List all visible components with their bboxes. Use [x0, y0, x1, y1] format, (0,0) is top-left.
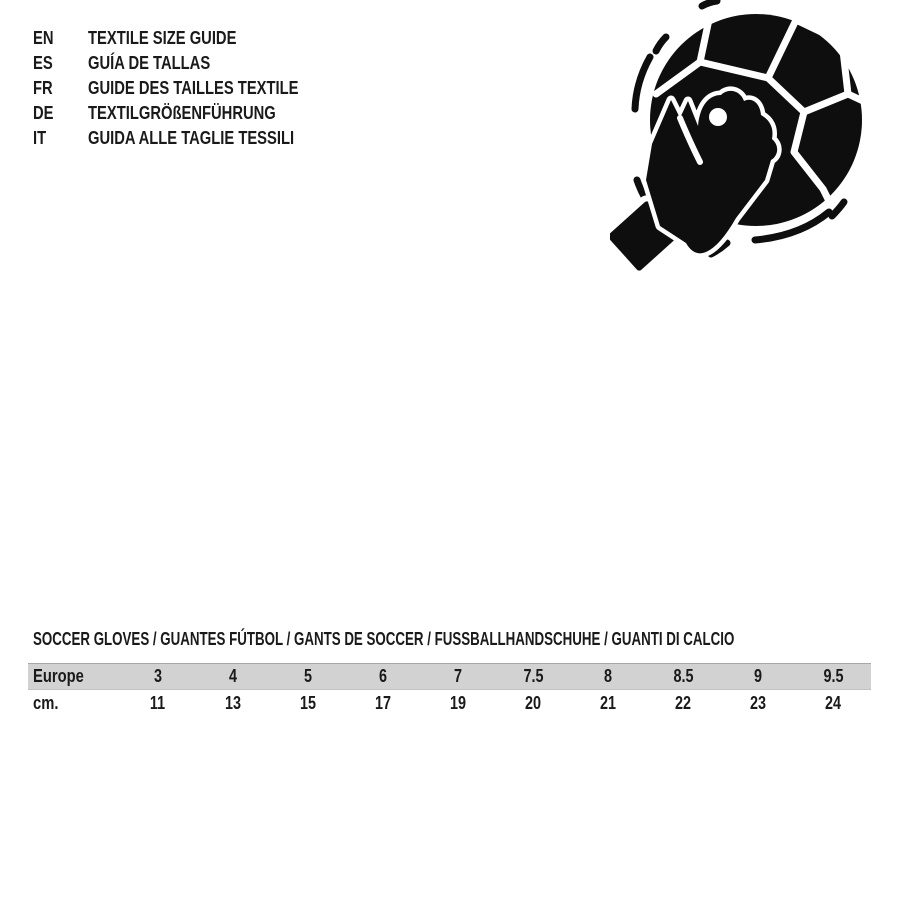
size-value-cell	[571, 666, 646, 687]
size-value-cell	[195, 666, 270, 687]
size-value-cell	[120, 666, 195, 687]
size-value-cell	[270, 693, 345, 714]
size-value-text: 4	[228, 666, 237, 686]
size-value-text: 6	[378, 666, 387, 686]
language-row	[33, 101, 345, 126]
language-code	[33, 103, 88, 124]
language-label	[88, 103, 317, 124]
size-value-cell	[495, 666, 570, 687]
language-row	[33, 26, 345, 51]
size-table-title	[28, 629, 871, 663]
language-label-text: TEXTILGRÖßENFÜHRUNG	[88, 103, 276, 123]
finger-curl-notch	[709, 108, 727, 126]
size-value-cell	[420, 693, 495, 714]
language-code-text: EN	[33, 28, 54, 48]
row-label-text: Europe	[33, 666, 84, 686]
size-value-cell	[495, 693, 570, 714]
language-code	[33, 128, 88, 149]
size-value-text: 24	[825, 693, 842, 713]
language-label	[88, 28, 269, 49]
goalkeeper-glove-ball-icon	[610, 0, 878, 288]
row-label-text: cm.	[33, 693, 59, 713]
size-value-text: 11	[149, 693, 166, 713]
language-label	[88, 78, 345, 99]
size-table-row-europe	[28, 663, 871, 690]
language-code-text: ES	[33, 53, 53, 73]
size-value-cell	[646, 666, 721, 687]
size-value-text: 3	[153, 666, 162, 686]
language-row	[33, 51, 345, 76]
size-value-cell	[646, 693, 721, 714]
size-value-text: 20	[525, 693, 542, 713]
size-table-section	[28, 629, 871, 717]
size-value-text: 9.5	[823, 666, 844, 686]
size-value-text: 17	[374, 693, 391, 713]
size-value-text: 22	[675, 693, 692, 713]
size-value-text: 8	[604, 666, 613, 686]
language-code-text: IT	[33, 128, 47, 148]
language-code	[33, 53, 88, 74]
size-value-text: 15	[299, 693, 316, 713]
language-label-text: GUIDE DES TAILLES TEXTILE	[88, 78, 299, 98]
size-value-cell	[721, 666, 796, 687]
language-label	[88, 53, 237, 74]
language-row	[33, 76, 345, 101]
language-code	[33, 28, 88, 49]
row-label-cell	[28, 666, 120, 687]
size-value-cell	[420, 666, 495, 687]
size-value-text: 23	[750, 693, 767, 713]
glove-ball-svg	[610, 0, 878, 288]
size-table-title-text: SOCCER GLOVES / GUANTES FÚTBOL / GANTS DE SOCCER / FUSSBALLHANDSCHUHE / GUANTI DI CALCIO	[33, 629, 735, 649]
language-code-text: FR	[33, 78, 53, 98]
size-value-cell	[345, 693, 420, 714]
size-value-cell	[345, 666, 420, 687]
size-value-text: 21	[600, 693, 617, 713]
size-value-cell	[796, 693, 871, 714]
language-label	[88, 128, 339, 149]
size-value-text: 5	[303, 666, 312, 686]
language-list	[33, 26, 345, 151]
size-value-cell	[120, 693, 195, 714]
language-row	[33, 126, 345, 151]
size-value-cell	[796, 666, 871, 687]
size-value-cell	[195, 693, 270, 714]
size-value-text: 13	[224, 693, 241, 713]
language-label-text: GUÍA DE TALLAS	[88, 53, 211, 73]
size-value-text: 7	[453, 666, 462, 686]
row-label-cell	[28, 693, 120, 714]
language-code	[33, 78, 88, 99]
size-value-text: 19	[449, 693, 466, 713]
size-value-cell	[571, 693, 646, 714]
language-label-text: TEXTILE SIZE GUIDE	[88, 28, 237, 48]
size-value-text: 7.5	[523, 666, 544, 686]
size-table-row-cm	[28, 690, 871, 717]
size-value-text: 9	[754, 666, 763, 686]
size-value-cell	[270, 666, 345, 687]
language-label-text: GUIDA ALLE TAGLIE TESSILI	[88, 128, 295, 148]
size-value-cell	[721, 693, 796, 714]
language-code-text: DE	[33, 103, 54, 123]
size-value-text: 8.5	[673, 666, 694, 686]
